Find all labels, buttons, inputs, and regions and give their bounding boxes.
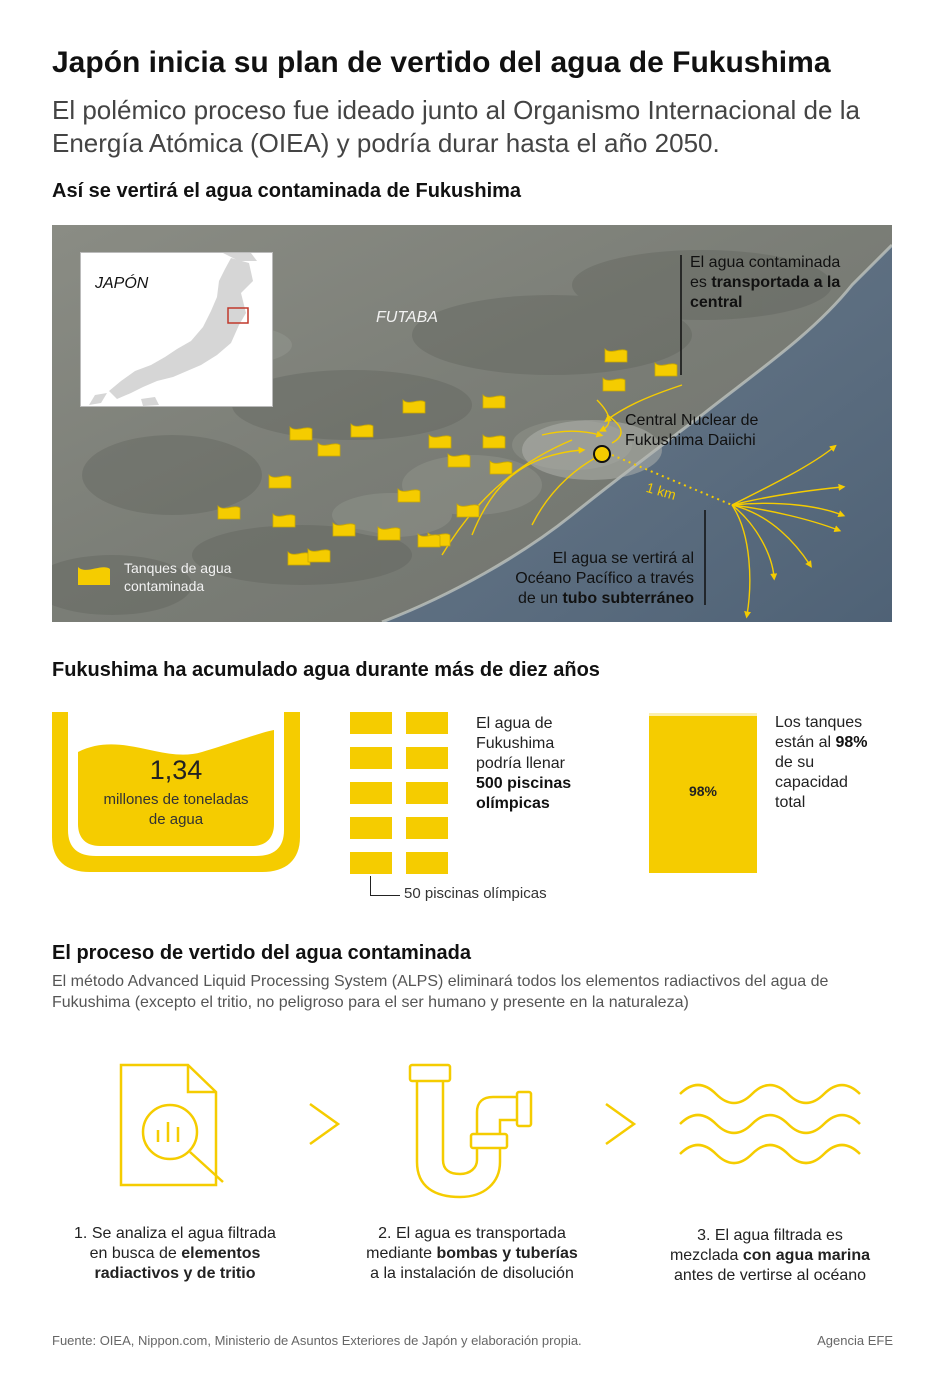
- capacity-label: 98%: [688, 783, 718, 799]
- tank-icon: [402, 398, 426, 414]
- tank-icon: [317, 441, 341, 457]
- inset-label: JAPÓN: [95, 275, 149, 292]
- plant-label: Central Nuclear de Fukushima Daiichi: [625, 412, 759, 449]
- chevron-right-icon: [306, 1102, 342, 1151]
- pools-text: El agua de Fukushima podría llenar 500 piscinas olímpicas: [476, 715, 572, 812]
- futaba-label: FUTABA: [376, 309, 438, 326]
- tank-icon: [289, 425, 313, 441]
- tank-icon: [447, 452, 471, 468]
- pools-legend-bracket: [370, 876, 400, 896]
- capacity-bar: [649, 713, 757, 873]
- tank-icon: [489, 459, 513, 475]
- page-title: Japón inicia su plan de vertido del agua de Fukushima: [52, 46, 831, 79]
- map-section-title: Así se vertirá el agua contaminada de Fukushima: [52, 180, 522, 202]
- tank-icon: [456, 502, 480, 518]
- accumulation-title: Fukushima ha acumulado agua durante más de diez años: [52, 659, 600, 681]
- tank-legend-label: Tanques de agua contaminada: [124, 560, 232, 594]
- tank-icon: [377, 525, 401, 541]
- pipe-icon: [405, 1062, 537, 1207]
- page-subtitle: El polémico proceso fue ideado junto al Organismo Internacional de la Energía Atómica (OIEA) y podría durar hasta el año 2050.: [52, 95, 860, 158]
- waves-icon: [678, 1078, 862, 1183]
- distance-label: 1 km: [644, 479, 678, 503]
- agency-credit: Agencia EFE: [817, 1333, 893, 1348]
- tank-icon: [332, 521, 356, 537]
- chevron-right-icon-2: [602, 1102, 638, 1151]
- tank-icon: [307, 547, 331, 563]
- tank-icon: [482, 433, 506, 449]
- tank-icon: [397, 487, 421, 503]
- tank-icon: [602, 376, 626, 392]
- tank-icon: [417, 532, 441, 548]
- source-note: Fuente: OIEA, Nippon.com, Ministerio de Asuntos Exteriores de Japón y elaboración propia.: [52, 1333, 582, 1348]
- tank-icon: [272, 512, 296, 528]
- process-description: El método Advanced Liquid Processing System (ALPS) eliminará todos los elementos radiactivos del agua de Fukushima (excepto el tritio, no peligroso para el ser humano y presente en la naturaleza): [52, 973, 829, 1011]
- japan-inset-map: [80, 252, 273, 407]
- tank-icon: [217, 504, 241, 520]
- tank-icon: [654, 361, 678, 377]
- transport-note: El agua contaminada es transportada a la central: [690, 254, 841, 311]
- tank-icon: [482, 393, 506, 409]
- pipe-note: El agua se vertirá al Océano Pacífico a través de un tubo subterráneo: [515, 550, 694, 607]
- step-2-text: 2. El agua es transportada mediante bombas y tuberías a la instalación de disolución: [366, 1225, 578, 1282]
- step-1-text: 1. Se analiza el agua filtrada en busca de elementos radiactivos y de tritio: [74, 1225, 276, 1282]
- tonnes-unit: millones de toneladas de agua: [103, 791, 249, 828]
- step-3-text: 3. El agua filtrada es mezclada con agua marina antes de vertirse al océano: [669, 1227, 871, 1284]
- document-analysis-icon: [118, 1062, 233, 1197]
- tonnes-value: 1,34: [149, 755, 203, 785]
- tank-icon: [268, 473, 292, 489]
- pools-legend: 50 piscinas olímpicas: [404, 885, 547, 902]
- tank-legend-icon: [76, 563, 112, 587]
- capacity-text: Los tanques están al 98% de su capacidad total: [775, 714, 868, 811]
- tank-icon: [604, 347, 628, 363]
- process-title: El proceso de vertido del agua contaminada: [52, 942, 471, 964]
- tank-icon: [428, 433, 452, 449]
- pools-grid: [350, 712, 450, 882]
- tank-icon: [350, 422, 374, 438]
